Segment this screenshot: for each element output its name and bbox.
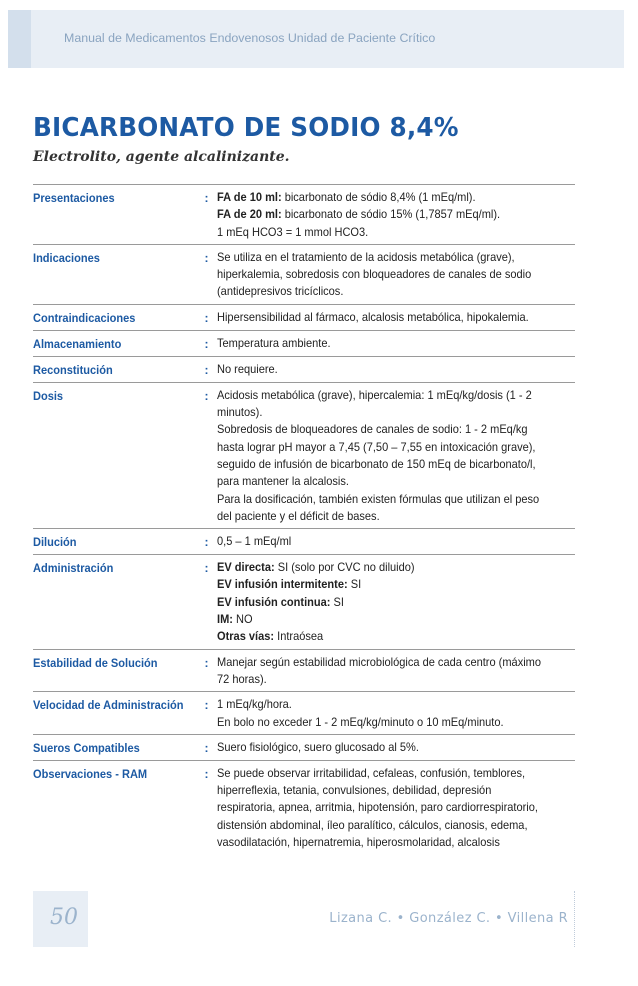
row-label: Reconstitución [33, 362, 113, 377]
value-text: SI [347, 577, 362, 592]
value-text: seguido de infusión de bicarbonato de 150 mEq de bicarbonato/l, [217, 456, 536, 471]
row-colon: : [204, 388, 209, 403]
value-text: 0,5 – 1 mEq/ml [217, 534, 292, 549]
row-label: Indicaciones [33, 250, 100, 265]
row-value [217, 696, 575, 731]
row-label: Dilución [33, 535, 77, 550]
value-text: SI [330, 594, 344, 609]
row-colon: : [204, 535, 209, 550]
row-colon: : [204, 191, 209, 205]
value-text: Para la dosificación, también existen fórmulas que utilizan el peso [217, 491, 540, 506]
value-line [217, 576, 546, 593]
row-value [217, 335, 575, 353]
value-line [217, 473, 546, 490]
value-term: EV infusión continua: [217, 594, 331, 609]
value-line [217, 739, 546, 756]
row-colon: : [204, 310, 209, 325]
value-text: Manejar según estabilidad microbiológica de cada centro (máximo [217, 654, 542, 669]
row-value [217, 739, 575, 757]
value-line [217, 404, 546, 421]
drug-subtitle: Electrolito, agente alcalinizante. [33, 149, 290, 165]
value-text: SI (solo por CVC no diluido) [274, 560, 415, 575]
value-text: minutos). [217, 405, 263, 420]
value-text: Intraósea [274, 629, 324, 644]
value-line [217, 283, 546, 300]
drug-info-table [33, 184, 575, 854]
row-value [217, 765, 575, 851]
value-text: respiratoria, apnea, arritmia, hipotensión, paro cardiorrespiratorio, [217, 800, 538, 815]
value-text: En bolo no exceder 1 - 2 mEq/kg/minuto o 10 mEq/minuto. [217, 714, 504, 729]
row-value [217, 533, 575, 551]
value-text: 1 mEq/kg/hora. [217, 697, 292, 712]
value-line [217, 594, 546, 611]
value-text: Suero fisiológico, suero glucosado al 5%. [217, 739, 419, 754]
value-line [217, 765, 546, 782]
value-line [217, 266, 546, 283]
value-text: hiperkalemia, sobredosis con bloqueadores de canales de sodio [217, 267, 532, 282]
row-label: Administración [33, 561, 114, 576]
value-term: EV directa: [217, 560, 275, 575]
row-label: Presentaciones [33, 191, 115, 205]
value-text: No requiere. [217, 361, 278, 376]
table-row [33, 649, 575, 692]
value-term: IM: [217, 612, 233, 627]
value-text: 1 mEq HCO3 = 1 mmol HCO3. [217, 224, 369, 239]
row-value [217, 559, 575, 645]
row-value [217, 189, 575, 241]
value-term: Otras vías: [217, 629, 275, 644]
value-line [217, 799, 546, 816]
table-row [33, 304, 575, 330]
table-row [33, 734, 575, 760]
table-row [33, 528, 575, 554]
value-text: NO [232, 612, 253, 627]
value-line [217, 491, 546, 508]
value-line [217, 611, 546, 628]
value-text: Temperatura ambiente. [217, 335, 331, 350]
value-text: vasodilatación, hipernatremia, hiperosmolaridad, alcalosis [217, 835, 500, 850]
table-row [33, 184, 575, 244]
running-header: Manual de Medicamentos Endovenosos Unidad de Paciente Crítico [64, 31, 436, 45]
value-text: hiperreflexia, tetania, convulsiones, debilidad, depresión [217, 783, 492, 798]
row-value [217, 361, 575, 379]
row-colon: : [204, 740, 209, 755]
table-row [33, 382, 575, 528]
value-line [217, 309, 546, 326]
value-text: Se utiliza en el tratamiento de la acidosis metabólica (grave), [217, 249, 515, 264]
row-colon: : [204, 766, 209, 781]
value-text: del paciente y el déficit de bases. [217, 508, 380, 523]
table-row [33, 760, 575, 854]
row-colon: : [204, 250, 209, 265]
value-text: (antidepresivos tricíclicos. [217, 284, 344, 299]
row-value [217, 249, 575, 301]
header-accent [8, 10, 31, 68]
value-line [217, 533, 546, 550]
row-label: Almacenamiento [33, 336, 122, 351]
value-line [217, 654, 546, 671]
value-text: Sobredosis de bloqueadores de canales de sodio: 1 - 2 mEq/kg [217, 422, 528, 437]
value-line [217, 361, 546, 378]
value-line [217, 508, 546, 525]
value-text: Se puede observar irritabilidad, cefaleas, confusión, temblores, [217, 765, 526, 780]
table-row [33, 554, 575, 648]
value-line [217, 559, 546, 576]
value-line [217, 671, 546, 688]
row-colon: : [204, 561, 209, 576]
value-line [217, 714, 546, 731]
authors: Lizana C. • González C. • Villena R [329, 911, 568, 926]
table-row [33, 330, 575, 356]
value-text: distensión abdominal, íleo paralítico, cálculos, cianosis, edema, [217, 817, 528, 832]
value-term: EV infusión intermitente: [217, 577, 348, 592]
row-label: Velocidad de Administración [33, 698, 184, 713]
value-line [217, 206, 546, 223]
value-line [217, 782, 546, 799]
row-value [217, 654, 575, 689]
value-line [217, 817, 546, 834]
value-line [217, 224, 546, 241]
row-label: Dosis [33, 388, 64, 403]
value-line [217, 456, 546, 473]
value-text: para mantener la alcalosis. [217, 474, 349, 489]
value-text: bicarbonato de sódio 8,4% (1 mEq/ml). [281, 190, 476, 204]
value-line [217, 189, 546, 206]
row-label: Sueros Compatibles [33, 740, 140, 755]
page-number: 50 [50, 905, 78, 930]
value-term: FA de 20 ml: [217, 207, 282, 222]
value-line [217, 249, 546, 266]
row-label: Estabilidad de Solución [33, 655, 158, 670]
row-colon: : [204, 362, 209, 377]
value-text: hasta lograr pH mayor a 7,45 (7,50 – 7,55 en intoxicación grave), [217, 439, 536, 454]
table-row [33, 356, 575, 382]
value-text: Hipersensibilidad al fármaco, alcalosis metabólica, hipokalemia. [217, 309, 529, 324]
row-colon: : [204, 336, 209, 351]
row-label: Contraindicaciones [33, 310, 136, 325]
value-line [217, 421, 546, 438]
value-line [217, 628, 546, 645]
row-colon: : [204, 655, 209, 670]
value-line [217, 335, 546, 352]
row-colon: : [204, 698, 209, 713]
value-text: 72 horas). [217, 671, 267, 686]
row-value [217, 387, 575, 525]
table-row [33, 244, 575, 304]
value-line [217, 439, 546, 456]
row-value [217, 309, 575, 327]
value-text: bicarbonato de sódio 15% (1,7857 mEq/ml). [281, 207, 501, 222]
table-row [33, 691, 575, 734]
value-line [217, 834, 546, 851]
value-line [217, 387, 546, 404]
value-term: FA de 10 ml: [217, 190, 282, 204]
drug-title: BICARBONATO DE SODIO 8,4% [33, 113, 459, 143]
row-label: Observaciones - RAM [33, 766, 148, 781]
value-text: Acidosis metabólica (grave), hipercalemia: 1 mEq/kg/dosis (1 - 2 [217, 387, 532, 402]
value-line [217, 696, 546, 713]
